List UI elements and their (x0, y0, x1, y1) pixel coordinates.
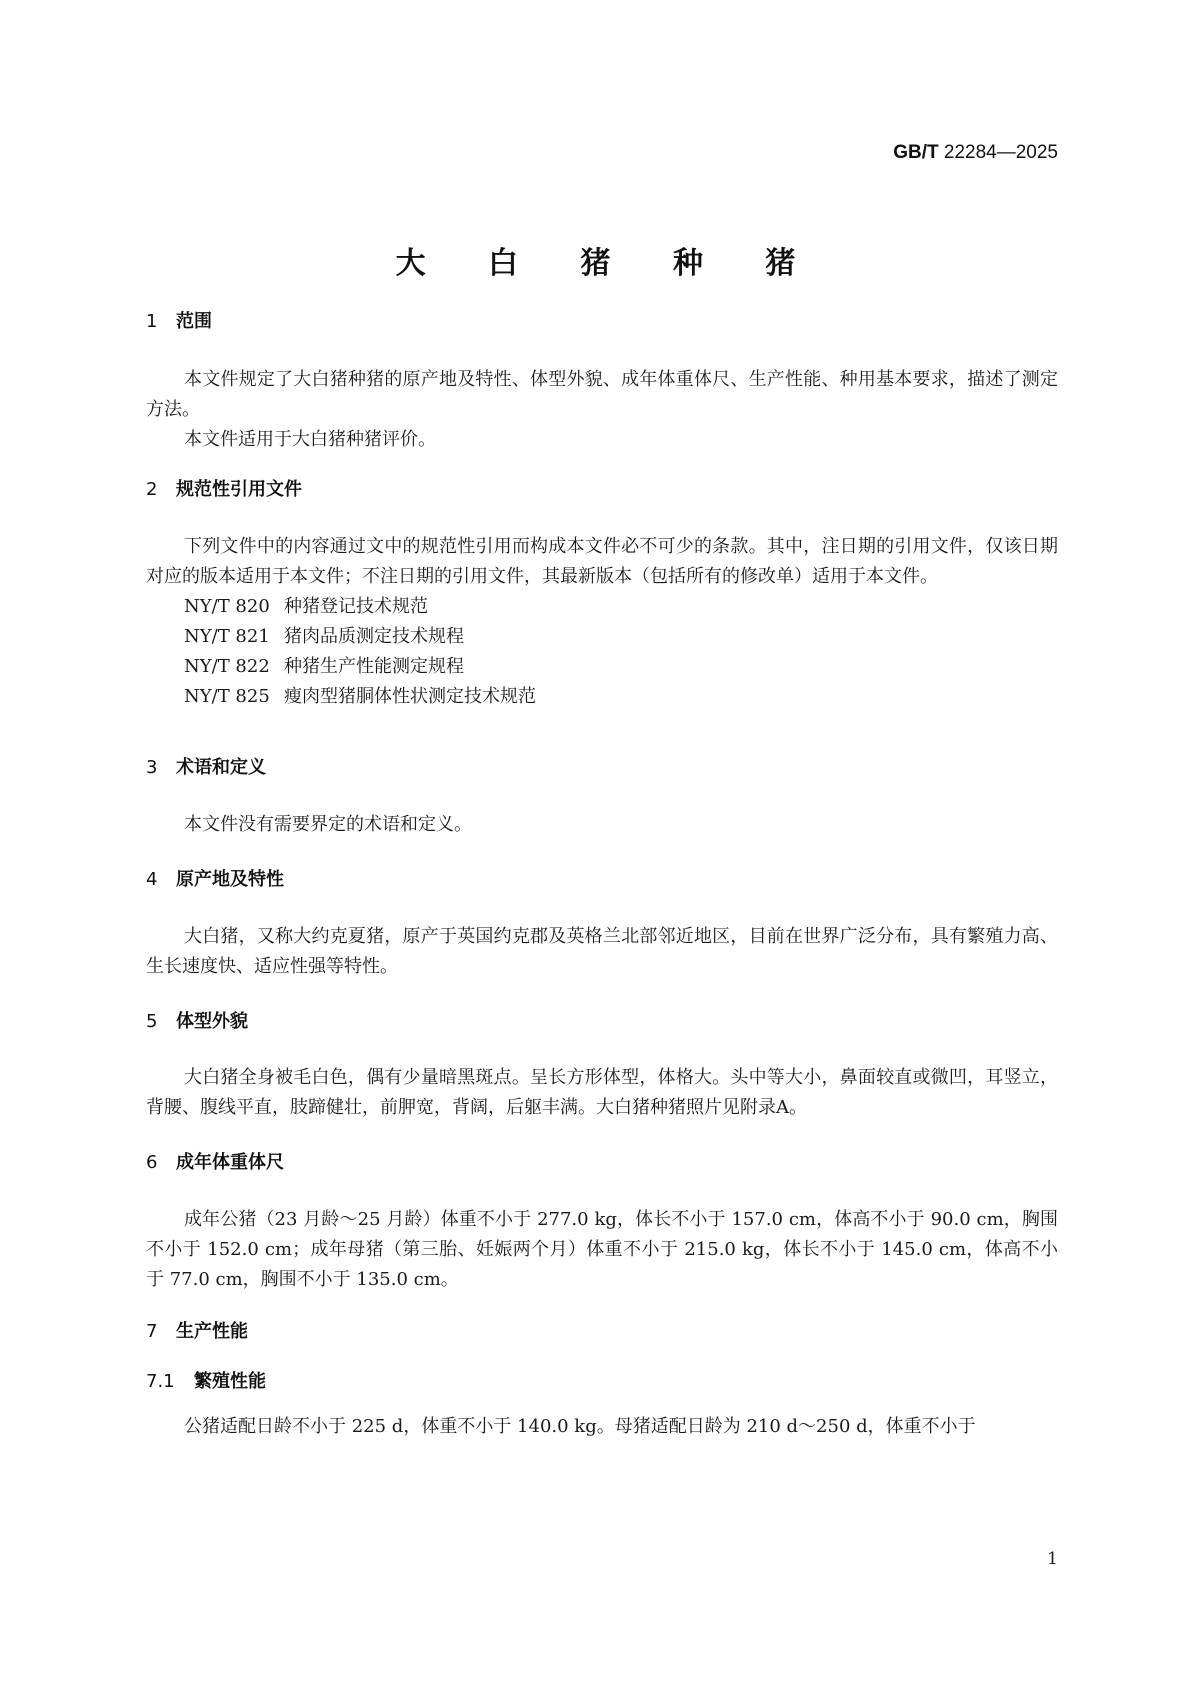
section-3-heading (146, 756, 1058, 780)
section-4-body (146, 922, 1058, 982)
section-number: 6 (146, 1152, 158, 1173)
document-title: 大 白 猪 种 猪 (395, 246, 822, 281)
section-number: 2 (146, 479, 158, 500)
section-1-heading (146, 310, 1058, 334)
section-title: 繁殖性能 (194, 1371, 266, 1392)
section-title: 术语和定义 (176, 757, 266, 778)
section-title: 成年体重体尺 (176, 1152, 284, 1173)
standard-code (893, 142, 1058, 164)
page-number: 1 (1047, 1549, 1058, 1569)
section-6-heading (146, 1151, 1058, 1175)
reference-title: 种猪生产性能测定规程 (284, 656, 464, 677)
reference-item (146, 682, 1058, 712)
paragraph: 公猪适配日龄不小于 225 d，体重不小于 140.0 kg。母猪适配日龄为 210 d～250 d，体重不小于 (184, 1416, 976, 1437)
reference-item (146, 622, 1058, 652)
section-5-body (146, 1063, 1058, 1123)
section-7-1-heading (146, 1370, 1058, 1394)
section-5-heading (146, 1010, 1058, 1034)
section-title: 规范性引用文件 (176, 479, 302, 500)
section-title: 范围 (176, 311, 212, 332)
section-3-body (146, 810, 1058, 840)
paragraph: 成年公猪（23 月龄～25 月龄）体重不小于 277.0 kg，体长不小于 157.0 cm，体高不小于 90.0 cm，胸围不小于 152.0 cm；成年母猪（第三胎、妊娠两个月）体重不小于 215.0 kg，体长不小于 145.0 cm，体高不小于 77.0 cm，胸围不小于 135.0 cm。 (146, 1209, 1058, 1290)
section-title: 体型外貌 (176, 1011, 248, 1032)
section-number: 5 (146, 1011, 158, 1032)
section-number: 3 (146, 757, 158, 778)
reference-title: 猪肉品质测定技术规程 (284, 626, 464, 647)
standard-number: 22284—2025 (943, 142, 1058, 163)
paragraph: 本文件适用于大白猪种猪评价。 (184, 429, 436, 450)
paragraph: 下列文件中的内容通过文中的规范性引用而构成本文件必不可少的条款。其中，注日期的引用文件，仅该日期对应的版本适用于本文件；不注日期的引用文件，其最新版本（包括所有的修改单）适用于本文件。 (146, 536, 1058, 587)
section-2-heading (146, 478, 1058, 502)
section-title: 生产性能 (176, 1321, 248, 1342)
section-1-body (146, 365, 1058, 455)
section-6-body (146, 1205, 1058, 1295)
paragraph: 大白猪，又称大约克夏猪，原产于英国约克郡及英格兰北部邻近地区，目前在世界广泛分布，具有繁殖力高、生长速度快、适应性强等特性。 (146, 926, 1058, 977)
section-2-body (146, 532, 1058, 712)
reference-code: NY/T 821 (184, 626, 270, 647)
section-4-heading (146, 868, 1058, 892)
section-7-1-body (146, 1412, 1058, 1442)
section-number: 4 (146, 869, 158, 890)
section-7-heading (146, 1320, 1058, 1344)
reference-item (146, 652, 1058, 682)
reference-code: NY/T 822 (184, 656, 270, 677)
reference-item (146, 592, 1058, 622)
section-number: 1 (146, 311, 158, 332)
section-number: 7 (146, 1321, 158, 1342)
section-number: 7.1 (146, 1371, 175, 1392)
reference-title: 种猪登记技术规范 (284, 596, 428, 617)
standard-prefix: GB/T (893, 142, 939, 163)
section-title: 原产地及特性 (176, 869, 284, 890)
paragraph: 本文件没有需要界定的术语和定义。 (184, 814, 472, 835)
reference-code: NY/T 825 (184, 686, 270, 707)
reference-title: 瘦肉型猪胴体性状测定技术规范 (284, 686, 536, 707)
paragraph: 大白猪全身被毛白色，偶有少量暗黑斑点。呈长方形体型，体格大。头中等大小，鼻面较直或微凹，耳竖立，背腰、腹线平直，肢蹄健壮，前胛宽，背阔，后躯丰满。大白猪种猪照片见附录A。 (146, 1067, 1058, 1118)
paragraph: 本文件规定了大白猪种猪的原产地及特性、体型外貌、成年体重体尺、生产性能、种用基本要求，描述了测定方法。 (146, 369, 1058, 420)
reference-code: NY/T 820 (184, 596, 270, 617)
